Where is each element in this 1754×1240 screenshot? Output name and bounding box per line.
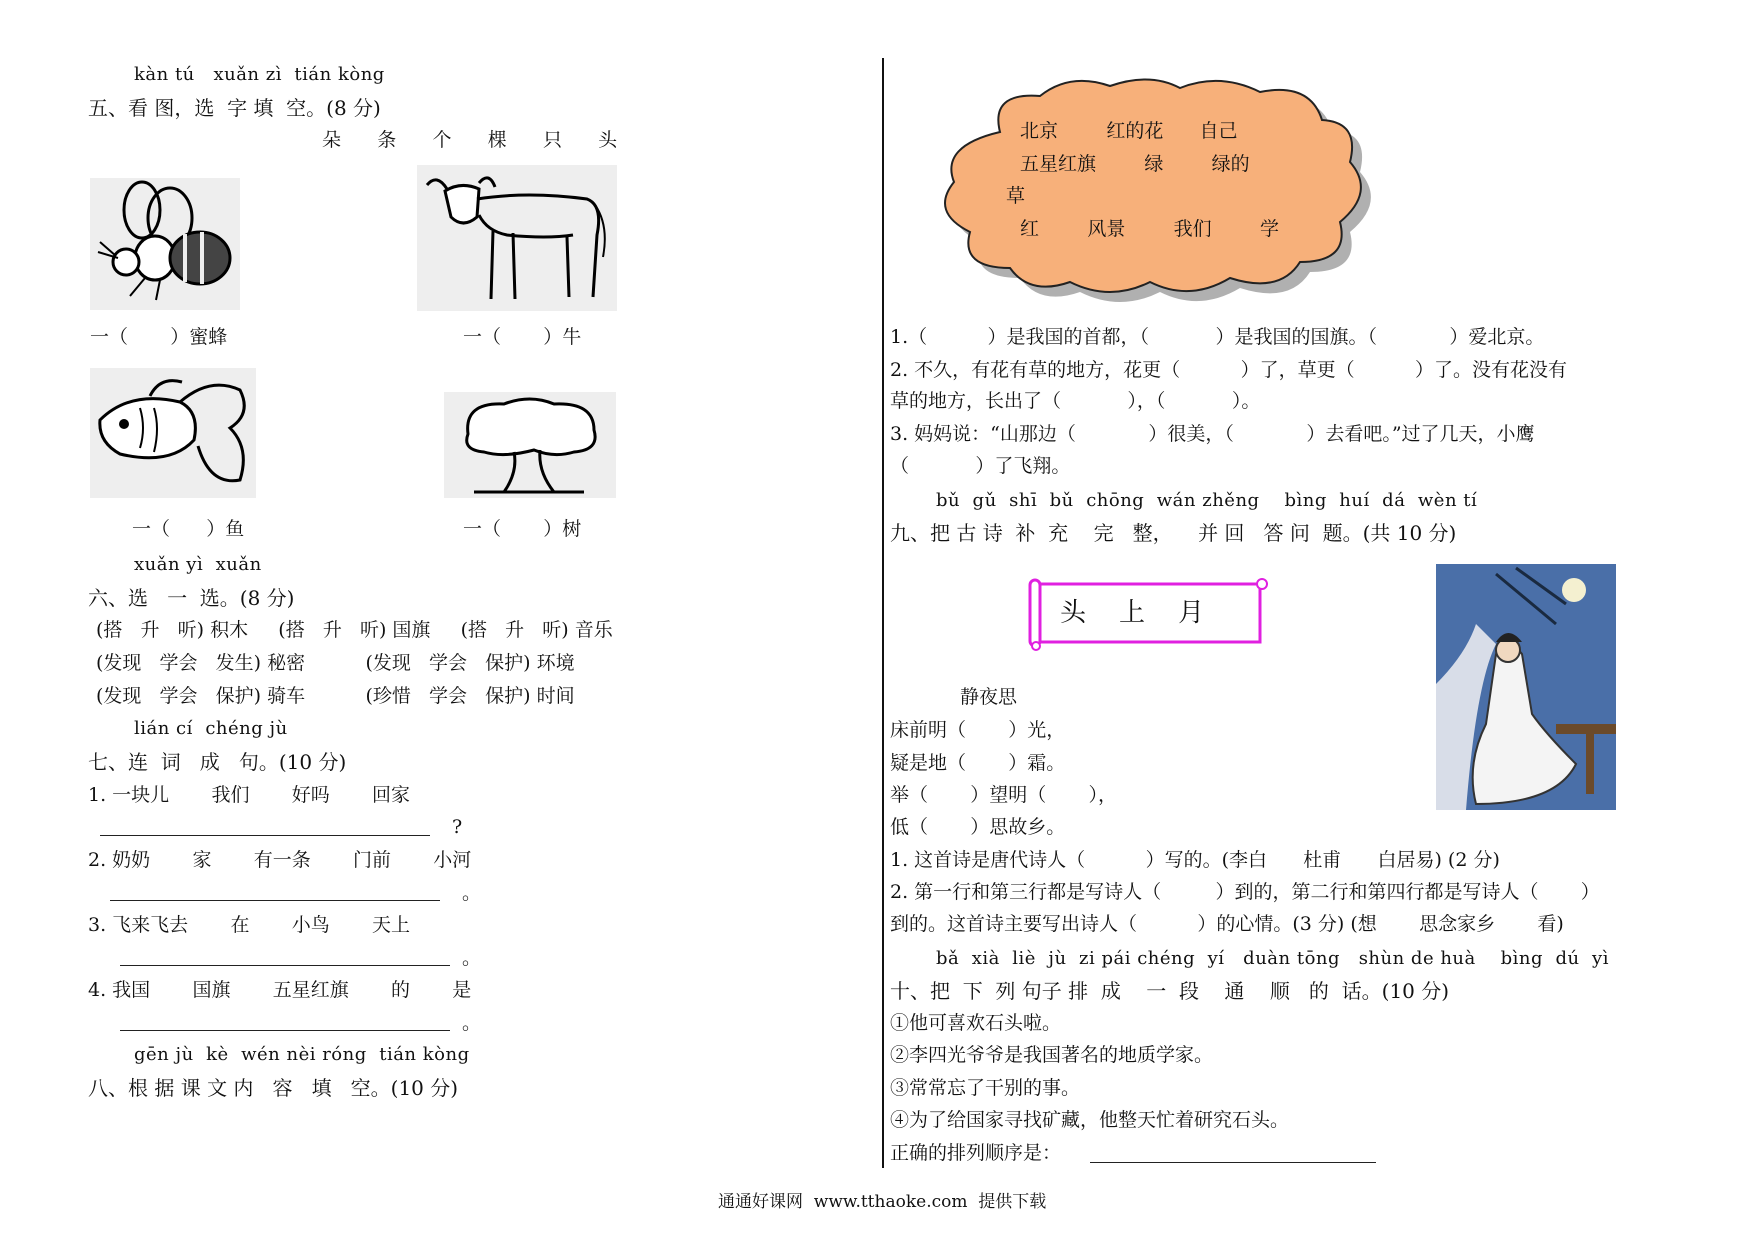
s5-title: 五、看 图，选 字 填 空。(8 分) [88,96,381,120]
cloud-words: 五星红旗 绿 绿的 [1020,153,1250,175]
cloud-words: 红 风景 我们 学 [1020,218,1279,240]
answer-label: 正确的排列顺序是： [890,1142,1062,1164]
s6-row: (发现 学会 发生) 秘密 (发现 学会 保护) 环境 [96,652,575,674]
answer-line[interactable] [110,900,440,901]
fill-line: （ ）了飞翔。 [890,455,1071,477]
s10-title: 十、把 下 列 句子 排 成 一 段 通 顺 的 话。(10 分) [890,979,1450,1003]
s9-pinyin: bǔ gǔ shī bǔ chōng wán zhěng bìng huí dá wèn tí [936,490,1478,511]
s5-pinyin: kàn tú xuǎn zì tián kòng [134,64,385,85]
ox-picture [417,165,617,311]
poem-line: 疑是地（ ）霜。 [890,752,1066,774]
s6-title: 六、选 一 选。(8 分) [88,586,295,610]
s7-q1: 1. 一块儿 我们 好吗 回家 [88,784,410,806]
s7-q3: 3. 飞来飞去 在 小鸟 天上 [88,914,410,936]
s9-title: 九、把 古 诗 补 充 完 整， 并 回 答 问 题。(共 10 分) [890,521,1457,545]
tree-picture [444,392,616,498]
order-answer-line[interactable] [1090,1162,1376,1163]
item-fish: 一（ ）鱼 [132,518,245,540]
s6-row: (搭 升 听) 积木 (搭 升 听) 国旗 (搭 升 听) 音乐 [96,619,613,641]
answer-line[interactable] [120,1030,450,1031]
end-mark: 。 [462,1012,482,1034]
word-cloud [930,72,1400,312]
s10-item: ②李四光爷爷是我国著名的地质学家。 [890,1044,1214,1066]
item-bee: 一（ ）蜜蜂 [90,326,228,348]
s5-choices: 朵 条 个 棵 只 头 [322,129,618,151]
poem-title: 静夜思 [960,686,1018,708]
s8-pinyin: gēn jù kè wén nèi róng tián kòng [134,1044,470,1065]
s9-question: 2. 第一行和第三行都是写诗人（ ）到的，第二行和第四行都是写诗人（ ） [890,881,1600,903]
s7-title: 七、连 词 成 句。(10 分) [88,750,347,774]
s10-item: ③常常忘了干别的事。 [890,1077,1081,1099]
s8-title: 八、根 据 课 文 内 容 填 空。(10 分) [88,1076,459,1100]
end-mark: 。 [462,947,482,969]
fill-line: 3. 妈妈说：“山那边（ ）很美，（ ）去看吧。”过了几天，小鹰 [890,423,1535,445]
s7-pinyin: lián cí chéng jù [134,718,288,739]
bee-picture [90,178,240,310]
s10-item: ①他可喜欢石头啦。 [890,1012,1062,1034]
column-divider [882,58,884,1168]
item-ox: 一（ ）牛 [463,326,582,348]
fill-line: 1.（ ）是我国的首都，（ ）是我国的国旗。（ ）爱北京。 [890,326,1545,348]
poem-line: 举（ ）望明（ ）， [890,784,1118,806]
fill-line: 2. 不久，有花有草的地方，花更（ ）了，草更（ ）了。没有花没有 [890,359,1567,381]
answer-line[interactable] [100,835,430,836]
item-tree: 一（ ）树 [463,518,582,540]
s10-item: ④为了给国家寻找矿藏，他整天忙着研究石头。 [890,1109,1290,1131]
poem-line: 低（ ）思故乡。 [890,816,1066,838]
scroll-words: 头 上 月 [1060,598,1205,628]
s7-q4: 4. 我国 国旗 五星红旗 的 是 [88,979,472,1001]
end-mark: 。 [462,882,482,904]
poem-scroll [1026,576,1270,652]
footer-credit: 通通好课网 www.tthaoke.com 提供下载 [718,1192,1047,1212]
fill-line: 草的地方，长出了（ ），（ ）。 [890,390,1261,412]
s6-pinyin: xuǎn yì xuǎn [134,554,262,575]
s9-question: 到的。这首诗主要写出诗人（ ）的心情。(3 分) (想 思念家乡 看) [890,913,1564,935]
cloud-words: 草 [1006,185,1026,207]
fish-picture [90,368,256,498]
s10-pinyin: bǎ xià liè jù zi pái chéng yí duàn tōng shùn de huà bìng dú yì [936,948,1609,969]
s7-q2: 2. 奶奶 家 有一条 门前 小河 [88,849,472,871]
end-mark: ? [452,816,463,838]
poem-line: 床前明（ ）光， [890,719,1066,741]
cloud-words: 北京 红的花 自己 [1020,120,1238,142]
answer-line[interactable] [120,965,450,966]
poet-picture [1436,564,1616,810]
s9-question: 1. 这首诗是唐代诗人（ ）写的。(李白 杜甫 白居易) (2 分) [890,849,1500,871]
s6-row: (发现 学会 保护) 骑车 (珍惜 学会 保护) 时间 [96,685,575,707]
